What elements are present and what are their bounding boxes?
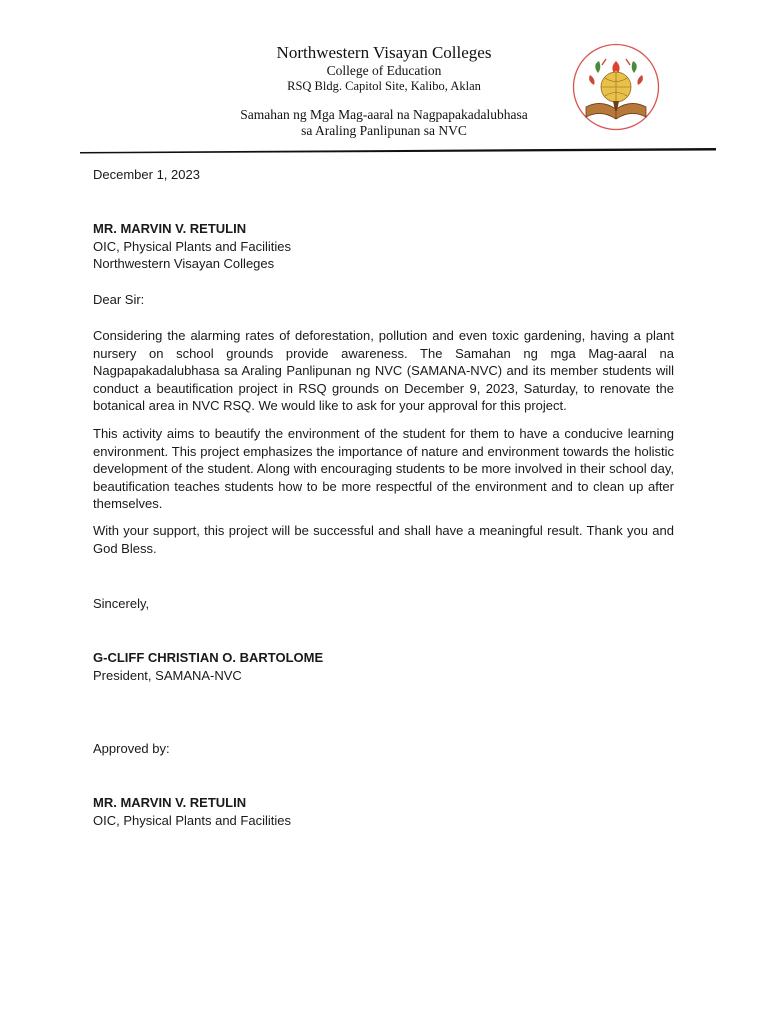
recipient-title: OIC, Physical Plants and Facilities <box>93 238 291 254</box>
school-address: RSQ Bldg. Capitol Site, Kalibo, Aklan <box>287 79 481 93</box>
approver-name: MR. MARVIN V. RETULIN <box>93 795 247 810</box>
college-name: College of Education <box>326 63 442 78</box>
recipient-block <box>93 220 674 273</box>
approver-title: OIC, Physical Plants and Facilities <box>93 812 291 828</box>
organization-name-line1: Samahan ng Mga Mag-aaral na Nagpapakadalubhasa <box>240 107 528 122</box>
closing: Sincerely, <box>93 596 150 611</box>
approved-by-label: Approved by: <box>93 741 170 756</box>
body-paragraph-3: With your support, this project will be successful and shall have a meaningful result. Thank you and God Bless. <box>93 523 674 556</box>
body-paragraph-1: Considering the alarming rates of deforestation, pollution and even toxic gardening, having a plant nursery on school grounds provide awareness. The Samahan ng mga Mag-aaral na Nagpapakadalubhasa sa Araling Panlipunan ng NVC (SAMANA-NVC) and its member students will conduct a beautification project in RSQ grounds on December 9, 2023, Saturday, to renovate the botanical area in NVC RSQ. We would like to ask for your approval for this project. <box>93 328 674 414</box>
school-name: Northwestern Visayan Colleges <box>276 43 492 62</box>
approver-block <box>93 794 674 829</box>
letterhead-divider <box>80 146 716 156</box>
letterhead <box>0 0 768 160</box>
signer-block <box>93 649 674 684</box>
salutation: Dear Sir: <box>93 292 145 307</box>
signer-title: President, SAMANA-NVC <box>93 667 242 683</box>
signer-name: G-CLIFF CHRISTIAN O. BARTOLOME <box>93 650 324 665</box>
body-paragraph-2: This activity aims to beautify the environment of the student for them to have a conducive learning environment. This project emphasizes the importance of nature and environment towards the holistic development of the student. Along with encouraging students to be more involved in their school day, beautification teaches students how to be more respectful of the environment and to clean up after themselves. <box>93 426 674 512</box>
organization-name-line2: sa Araling Panlipunan sa NVC <box>301 123 467 138</box>
organization-seal-icon <box>572 43 660 131</box>
recipient-institution: Northwestern Visayan Colleges <box>93 256 275 272</box>
recipient-name: MR. MARVIN V. RETULIN <box>93 221 247 236</box>
letter-date: December 1, 2023 <box>93 167 200 182</box>
